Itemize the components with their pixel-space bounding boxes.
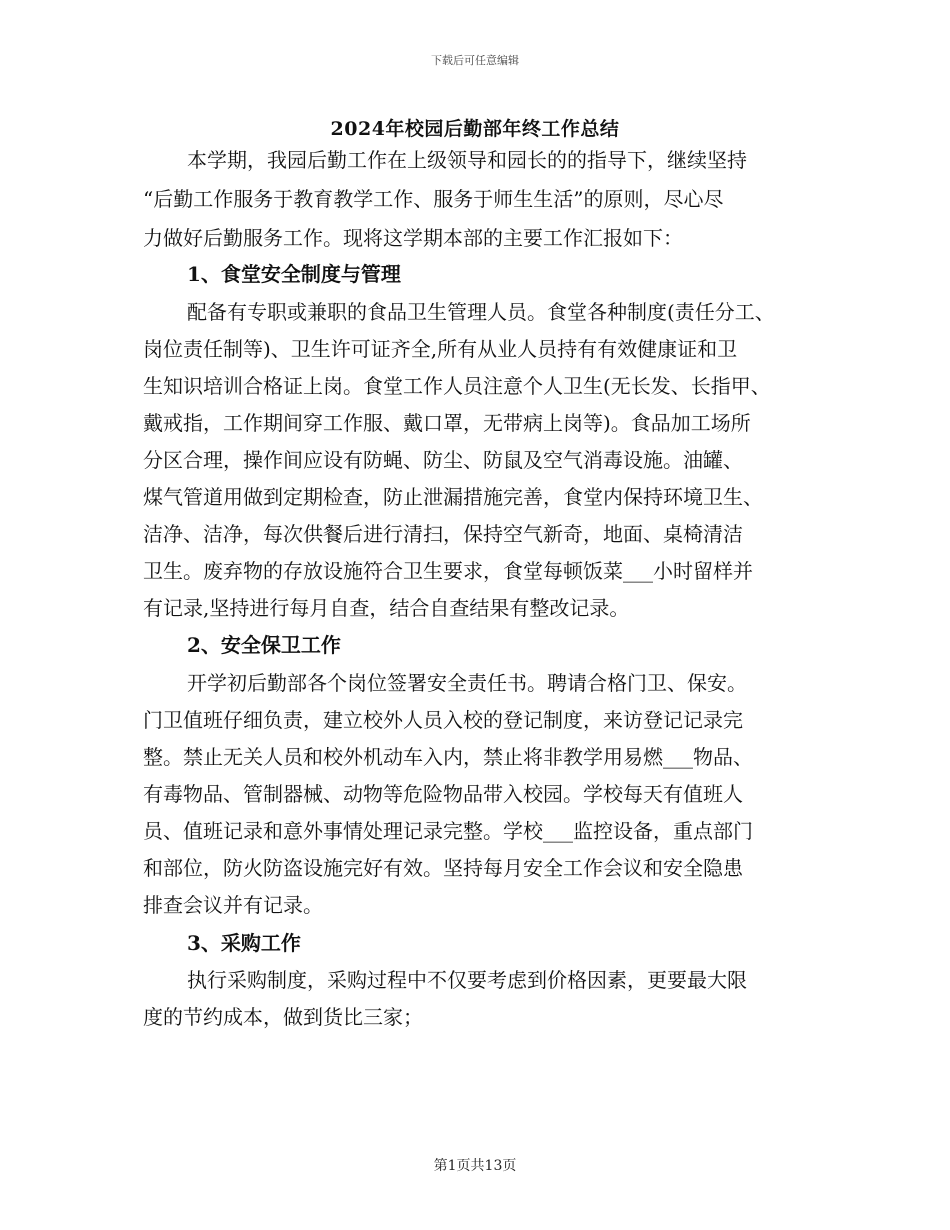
document-body: [143, 144, 823, 1044]
paragraph-line: “后勤工作服务于教育教学工作、服务于师生生活”的原则，尽心尽: [143, 187, 724, 211]
paragraph-line: 有毒物品、管制器械、动物等危险物品带入校园。学校每天有值班人: [143, 782, 743, 806]
paragraph-line: 生知识培训合格证上岗。食堂工作人员注意个人卫生(无长发、长指甲、: [143, 374, 771, 398]
section-heading-procurement: 3、采购工作: [187, 931, 301, 955]
section-heading-canteen: 1、食堂安全制度与管理: [187, 262, 401, 286]
paragraph-line: 有记录,坚持进行每月自查，结合自查结果有整改记录。: [143, 596, 630, 620]
page-footer-number: 第1页共13页: [433, 1158, 517, 1174]
paragraph-line: 员、值班记录和意外事情处理记录完整。学校___监控设备，重点部门: [143, 819, 753, 843]
page-header-note: 下载后可任意编辑: [431, 54, 519, 67]
paragraph-line: 执行采购制度，采购过程中不仅要考虑到价格因素，更要最大限: [187, 968, 747, 992]
paragraph-line: 排查会议并有记录。: [143, 893, 323, 917]
paragraph-line: 洁净、洁净，每次供餐后进行清扫，保持空气新奇，地面、桌椅清洁: [143, 522, 743, 546]
paragraph-line: 度的节约成本，做到货比三家；: [143, 1005, 423, 1029]
document-title: 2024年校园后勤部年终工作总结: [330, 118, 620, 140]
paragraph-line: 开学初后勤部各个岗位签署安全责任书。聘请合格门卫、保安。: [187, 671, 747, 695]
paragraph-line: 岗位责任制等)、卫生许可证齐全,所有从业人员持有有效健康证和卫: [143, 337, 738, 361]
paragraph-line: 卫生。废弃物的存放设施符合卫生要求，食堂每顿饭菜___小时留样并: [143, 559, 753, 583]
paragraph-line: 戴戒指，工作期间穿工作服、戴口罩，无带病上岗等)。食品加工场所: [143, 411, 751, 435]
paragraph-line: 分区合理，操作间应设有防蝇、防尘、防鼠及空气消毒设施。油罐、: [143, 448, 743, 472]
paragraph-line: 和部位，防火防盗设施完好有效。坚持每月安全工作会议和安全隐患: [143, 856, 743, 880]
paragraph-line: 配备有专职或兼职的食品卫生管理人员。食堂各种制度(责任分工、: [187, 300, 775, 324]
paragraph-line: 煤气管道用做到定期检查，防止泄漏措施完善，食堂内保持环境卫生、: [143, 485, 763, 509]
paragraph-line: 本学期，我园后勤工作在上级领导和园长的的指导下，继续坚持: [187, 148, 747, 172]
paragraph-line: 门卫值班仔细负责，建立校外人员入校的登记制度，来访登记记录完: [143, 708, 743, 732]
paragraph-line: 力做好后勤服务工作。现将这学期本部的主要工作汇报如下：: [143, 226, 683, 250]
section-heading-security: 2、安全保卫工作: [187, 633, 341, 657]
paragraph-line: 整。禁止无关人员和校外机动车入内，禁止将非教学用易燃___物品、: [143, 745, 753, 769]
